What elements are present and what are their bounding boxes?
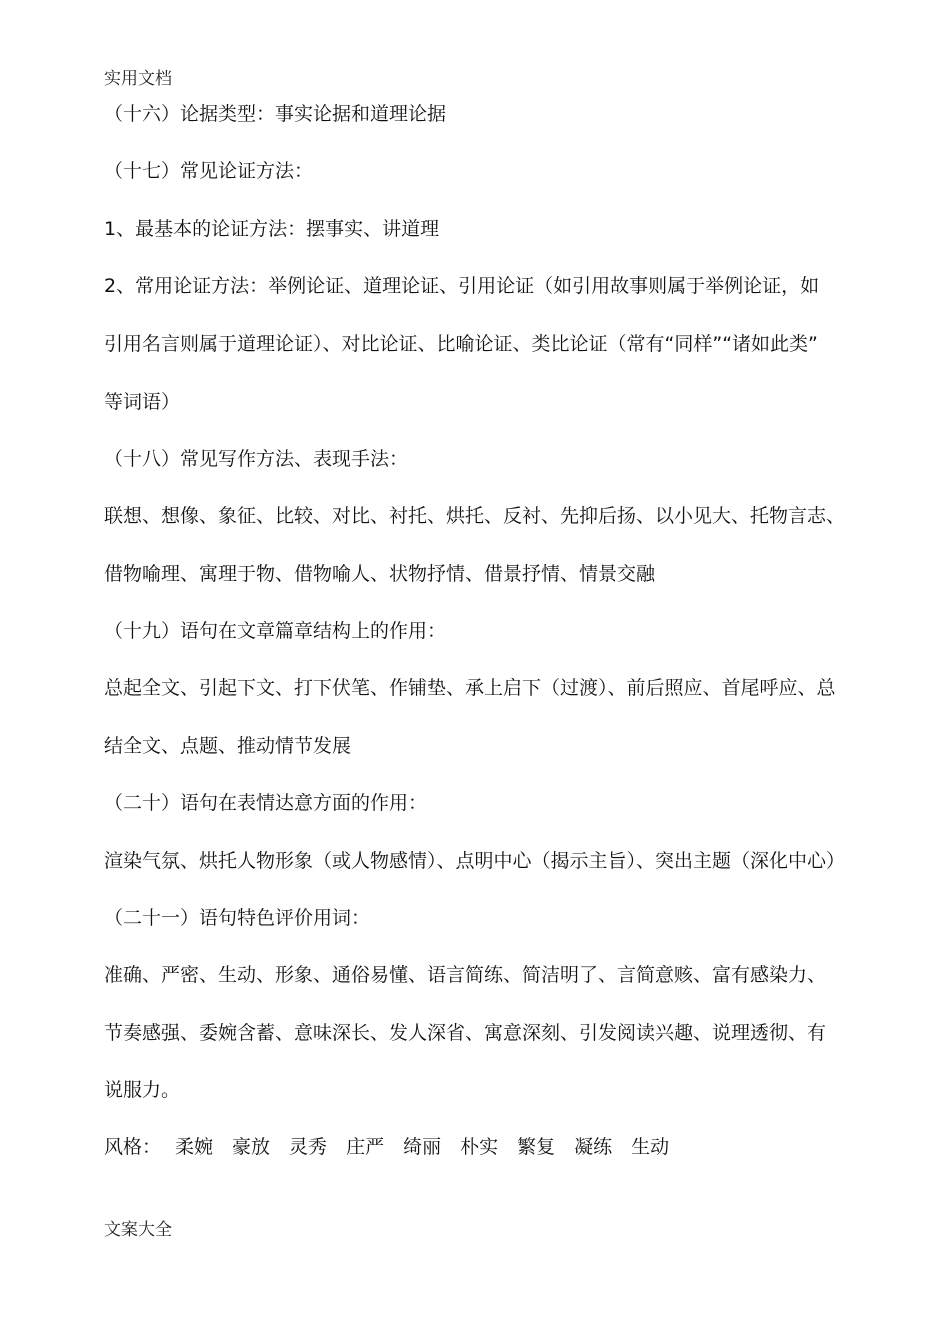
paragraph-line: 借物喻理、寓理于物、借物喻人、状物抒情、借景抒情、情景交融 xyxy=(104,563,656,585)
style-item: 灵秀 xyxy=(289,1136,328,1158)
style-item: 庄严 xyxy=(346,1136,385,1158)
paragraph-line: 2、常用论证方法：举例论证、道理论证、引用论证（如引用故事则属于举例论证，如 xyxy=(104,275,820,297)
style-label: 风格： xyxy=(104,1136,162,1158)
style-item: 朴实 xyxy=(460,1136,499,1158)
style-item: 柔婉 xyxy=(175,1136,214,1158)
style-item: 豪放 xyxy=(232,1136,271,1158)
section-heading-18: （十八）常见写作方法、表现手法： xyxy=(104,448,409,470)
paragraph-line: 1、最基本的论证方法：摆事实、讲道理 xyxy=(104,218,440,240)
paragraph-line: 总起全文、引起下文、打下伏笔、作铺垫、承上启下（过渡）、前后照应、首尾呼应、总 xyxy=(104,677,836,699)
style-item: 生动 xyxy=(631,1136,670,1158)
style-item: 凝练 xyxy=(574,1136,613,1158)
page-header: 实用文档 xyxy=(104,69,172,89)
style-list xyxy=(104,1134,864,1160)
section-heading-20: （二十）语句在表情达意方面的作用： xyxy=(104,792,428,814)
style-item: 绮丽 xyxy=(403,1136,442,1158)
page-footer: 文案大全 xyxy=(104,1220,172,1240)
paragraph-line: 联想、想像、象征、比较、对比、衬托、烘托、反衬、先抑后扬、以小见大、托物言志、 xyxy=(104,505,846,527)
paragraph-line: 结全文、点题、推动情节发展 xyxy=(104,735,352,757)
paragraph-line: 说服力。 xyxy=(104,1079,181,1101)
paragraph-line: 准确、严密、生动、形象、通俗易懂、语言简练、简洁明了、言简意赅、富有感染力、 xyxy=(104,964,827,986)
section-heading-16: （十六）论据类型：事实论据和道理论据 xyxy=(104,103,447,125)
paragraph-line: 节奏感强、委婉含蓄、意味深长、发人深省、寓意深刻、引发阅读兴趣、说理透彻、有 xyxy=(104,1022,827,1044)
style-item: 繁复 xyxy=(517,1136,556,1158)
section-heading-17: （十七）常见论证方法： xyxy=(104,160,314,182)
paragraph-line: 等词语） xyxy=(104,391,181,413)
paragraph-line: 引用名言则属于道理论证）、对比论证、比喻论证、类比论证（常有“同样”“诸如此类” xyxy=(104,333,818,355)
section-heading-19: （十九）语句在文章篇章结构上的作用： xyxy=(104,620,447,642)
paragraph-line: 渲染气氛、烘托人物形象（或人物感情）、点明中心（揭示主旨）、突出主题（深化中心） xyxy=(104,850,846,872)
section-heading-21: （二十一）语句特色评价用词： xyxy=(104,907,371,929)
